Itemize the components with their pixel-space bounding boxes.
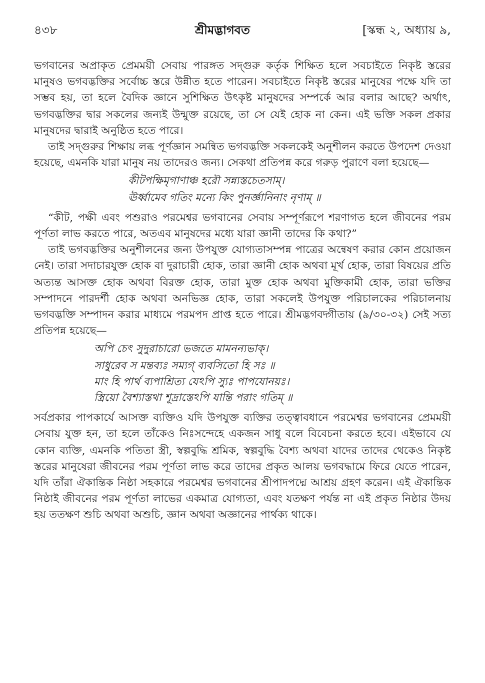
paragraph-1: ভগবানের অপ্রাকৃত প্রেমময়ী সেবায় পারঙ্গত সদ্গুরু কর্তৃক শিক্ষিত হলে সবচাইতে নিকৃষ্ট স্তরের মানুষও ভগবদ্ভক্তির সর্বোচ্চ স্তরে উন্নীত হতে পারেন। সবচাইতে নিকৃষ্ট স্তরের মানুষের পক্ষে যদি তা সম্ভব হয়, তা হলে বৈদিক জ্ঞানে সুশিক্ষিত উৎকৃষ্ট মানুষদের সম্পর্কে আর বলার আছে? অর্থাৎ, ভগবদ্ভক্তির দ্বার সকলের জন্যই উন্মুক্ত রয়েছে, তা সে যেই হোক না কেন। এই ভক্তি সকল প্রকার মানুষদের দ্বারাই অনুষ্ঠিত হতে পারে। [34, 60, 451, 137]
verse-line: মাং হি পার্থ ব্যপাশ্রিত্য যেঽপি স্যুঃ পাপযোনয়ঃ। [94, 375, 290, 388]
bhagavad-gita-verse [34, 341, 451, 406]
paragraph-4: তাই ভগবদ্ভক্তির অনুশীলনের জন্য উপযুক্ত যোগ্যতাসম্পন্ন পাত্রের অন্বেষণ করার কোন প্রয়োজন নেই। তারা সদাচারযুক্ত হোক বা দুরাচারী হোক, তারা জ্ঞানী হোক অথবা মূর্খ হোক, তারা বিষয়ের প্রতি অত্যন্ত আসক্ত হোক অথবা বিরক্ত হোক, তারা মুক্ত হোক অথবা মুক্তিকামী হোক, তারা ভক্তির সম্পাদনে পারদর্শী হোক অথবা অনভিজ্ঞ হোক, তারা সকলেই উপযুক্ত পরিচালকের পরিচালনায় ভগবদ্ভক্তি সম্পাদন করার মাধ্যমে পরমপদ প্রাপ্ত হতে পারে। শ্রীমদ্ভগবদ্গীতায় (৯/৩০-৩২) সেই সত্য প্রতিপন্ন হয়েছে— [34, 244, 451, 338]
verse-line: সাধুরেব স মন্তব্যঃ সম্যগ্ ব্যবসিতো হি সঃ ॥ [94, 359, 275, 372]
verse-line: ঊর্ধ্বামেব গতিং মন্যে কিং পুনর্জ্ঞানিনাং নৃণাম্ ॥ [128, 191, 321, 204]
book-title: শ্রীমদ্ভাগবত [194, 23, 250, 37]
verse-line: কীটপক্ষিমৃগাণাঞ্চ হরৌ সন্ন্যস্তচেতসাম্। [128, 175, 285, 188]
paragraph-5: সর্বপ্রকার পাপকার্যে আসক্ত ব্যক্তিও যদি উপযুক্ত ব্যক্তির তত্ত্বাবধানে পরমেশ্বর ভগবানের প্রেমময়ী সেবায় যুক্ত হন, তা হলে তাঁকেও নিঃসন্দেহে একজন সাধু বলে বিবেচনা করতে হবে। এইভাবে যে কোন ব্যক্তি, এমনকি পতিতা স্ত্রী, স্বল্পবুদ্ধি শ্রমিক, স্বল্পবুদ্ধি বৈশ্য অথবা যাদের তাদের থেকেও নিকৃষ্ট স্তরের মানুষেরা জীবনের পরম পূর্ণতা লাভ করে তাদের প্রকৃত আলয় ভগবদ্ধামে ফিরে যেতে পারেন, যদি তাঁরা ঐকান্তিক নিষ্ঠা সহকারে পরমেশ্বর ভগবানের শ্রীপাদপদ্মে আশ্রয় গ্রহণ করেন। এই ঐকান্তিক নিষ্ঠাই জীবনের পরম পূর্ণতা লাভের একমাত্র যোগ্যতা, এবং যতক্ষণ পর্যন্ত না এই প্রকৃত নিষ্ঠার উদয় হয় ততক্ষণ শুচি অথবা অশুচি, জ্ঞান অথবা অজ্ঞানের পার্থক্য থাকে। [34, 412, 451, 522]
paragraph-2: তাই সদ্গুরুর শিক্ষায় লব্ধ পূর্ণজ্ঞান সমন্বিত ভগবদ্ভক্তি সকলকেই অনুশীলন করতে উপদেশ দেওয়া হয়েছে, এমনকি যারা মানুষ নয় তাদেরও জন্য। সেকথা প্রতিপন্ন করে গরুড় পুরাণে বলা হয়েছে— [34, 141, 451, 170]
garuda-purana-verse [34, 173, 451, 205]
chapter-reference: [স্কন্ধ ২, অধ্যায় ৯, [362, 23, 451, 37]
page-body [34, 58, 451, 524]
verse-line: অপি চেৎ সুদুরাচারো ভজতে মামনন্যভাক্। [94, 343, 269, 356]
page-number: ৪৩৮ [34, 23, 58, 37]
paragraph-3: “কীট, পক্ষী এবং পশুরাও পরমেশ্বর ভগবানের সেবায় সম্পূর্ণরূপে শরণাগত হলে জীবনের পরম পূর্ণতা লাভ করতে পারে, অতএব মানুষদের মধ্যে যারা জ্ঞানী তাদের কি কথা?” [34, 211, 451, 241]
running-header [34, 22, 451, 44]
verse-line: স্ত্রিয়ো বৈশ্যাস্তথা শূদ্রাস্তেঽপি যান্তি পরাং গতিম্ ॥ [94, 392, 293, 405]
